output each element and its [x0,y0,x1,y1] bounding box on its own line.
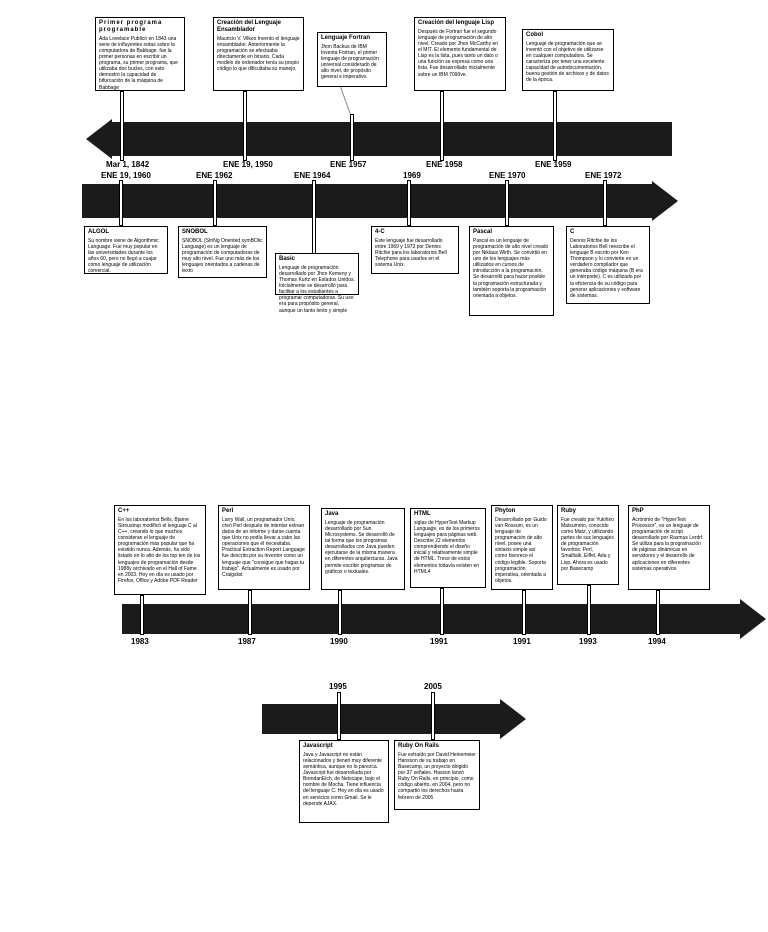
event-text: Fue extraído por David Heinemeier Hansson de su trabajo en Basecamp, un proyecto dirigido por 37 señales. Hasson lanzó Ruby On Rails, en principio, como código abierto, en 2004, pero no compartió los derechos hasta febrero de 2005 [398,751,476,801]
event-text: Jhon Backus de IBM Inventa Fortran, el primer lenguaje de programación universal considerado de alto nivel, de propósito general e imperativo. [321,43,379,81]
date-label: ENE 1957 [330,160,367,169]
event-box-java [321,508,405,590]
event-title: Pascal [473,229,493,235]
timeline1-upper-arrow-head [86,119,112,159]
connector [120,91,124,161]
event-title: Creación del Lenguaje Ensamblador [217,20,282,33]
connector [338,590,342,635]
event-text: Desarrollado por Guido van Rossum, es un lenguaje de programación de alto nivel, posee una sintaxis simple así como favorece el código legible. Soporta programación imperativa, orientada a objetos. [495,516,547,584]
date-label: 1990 [330,637,348,646]
event-box-pascal [469,226,554,316]
event-text: Lenguaje de programación que se inventó con el objetivo de utilizarse en cualquier computadora. Se caracteriza por tener una excelente capacidad de autodocumentación, buena gestión de archivos y de datos de la época. [526,40,609,84]
event-box-fortran [317,32,387,87]
connector [440,588,444,635]
date-label: 2005 [424,682,442,691]
event-text: Este lenguaje fue desarrollado entre 1969 y 1973 por Dennis Ritchie para los laboratorios Bell Telephone para usarlos en el sistema Unix. [375,237,447,269]
event-title: ALGOL [88,229,109,235]
event-box-javascript [299,740,389,823]
timeline1-lower-arrow-body [82,184,652,218]
event-box-c [566,226,650,304]
connector [119,180,123,226]
event-box-cpp [114,505,206,595]
event-text: Java y Javascript no están relacionados y tienen muy diferente semántica, aunque no lo parezca. Javascript fue desarrollada por BrendanEich, de Netscape, bajo el nombre de Mocha. Tiene influencia del lenguaje C. Hoy en día es usado en servicios como Gmail. Se le depende AJAX. [303,751,384,807]
event-box-lisp [414,17,506,91]
date-label: 1993 [579,637,597,646]
date-label: 1995 [329,682,347,691]
event-text: Su nombre viene de Algorithmic Language. Fue muy popular en las universidades durante los años 60, pero no llegó a cuajar como lenguaje de utilización comercial. [88,237,159,275]
connector [243,91,247,161]
event-text: En los laboratorios Bells, Bjarne Stroustrup modificó el lenguaje C al C++, creando lo que muchos consideran el lenguaje de programación más popular que ha existido nunca. Además, ha sido listado en lo alto de los top ten de los lenguajes de programación desde 1988y archivado en el Hall of Fame en 2003. Hoy en día es usado por Firefox, Office y Adobe PDF Reader [118,516,201,584]
connector [440,91,444,161]
event-title: Ruby On Rails [398,743,440,749]
date-label: 1987 [238,637,256,646]
timeline3-arrow-body [262,704,500,734]
event-title: Primer programa programable [99,20,163,33]
event-title: Perl [222,508,234,514]
event-box-basic [275,253,359,314]
event-title: C++ [118,508,130,514]
connector [587,585,591,635]
event-text: Dennis Ritchie de los Laboratorios Bell reescribe el lenguaje B escrito por Ken Thompson y lo convierte en un verdadero compilador que generaba código máquina (B era un intérprete). C es utilizado por la eficiencia de su código para generar aplicaciones y software de sistemas. [570,237,643,299]
event-title: HTML [414,511,431,517]
date-label: 1991 [513,637,531,646]
event-title: Lenguaje Fortran [321,35,371,41]
event-text: Ada Lovelace Publicó en 1843 una serie de influyentes notas sobre la computadora de Babbage. fue la primer personas en escribir un programa, su primer programa, que utilizaba dos bucles, con esto demostró la capacidad de bifurcación de la máquina de Babbage [99,35,178,91]
date-label: 1983 [131,637,149,646]
connector [312,180,316,255]
connector [213,180,217,226]
event-title: Ruby [561,508,576,514]
event-box-primer-programa [95,17,185,91]
event-text: Después de Fortran fue el segundo lenguaje de programación de alto nivel. Creado por Jhon McCarthy en el MIT. El elemento fundamental de Lisp es la lista, pues tanto un dato o una función se expresa como una lista. Fue desarrollado inicialmente sobre un IBM 7090ve. [418,28,499,78]
date-label: Mar 1, 1842 [106,160,150,169]
connector [603,180,607,226]
connector [522,590,526,635]
date-label: ENE 1964 [294,171,331,180]
connector [656,590,660,635]
event-title: Java [325,511,339,517]
event-text: Lenguaje de programación desarrollado por Jhon Kemeny y Thomas Kurtz en Estados Unidos. Inicialmente se desarrolló para facilitar a los estudiantes a programar computadoras. Su uso era para propósito general, aunque un tanto lento y simple [279,264,355,314]
date-label: ENE 1959 [535,160,572,169]
event-text: Acrónimo de "HyperText Processor", es un lenguaje de programación de script desarrollado por Rasmus Lerdrf. Se utiliza para la programación de páginas dinámicas en servidores y el desarrollo de aplicaciones en diferentes sistemas operativos. [632,516,704,572]
event-text: Fue creado por Yukihiro Matsumoto, conocido como Matz, y utilizando partes de sus lenguajes de programación favoritos: Perl, Smalltalk, Eiffel, Ada y Lisp. Ahora es usado por Basecamp [561,516,614,572]
event-title: Basic [279,256,296,262]
date-label: ENE 1970 [489,171,526,180]
timeline1-upper-arrow-body [112,122,672,156]
connector [431,692,435,740]
date-label: ENE 1958 [426,160,463,169]
event-title: 4-C [375,229,385,235]
event-text: Pascal es un lenguaje de programación de alto nivel creado por Niklaus Wirth. Se convirtió en uno de los lenguajes más utilizados en cursos de introducción a la programación. Se desarrolló para hacer posible la programación estructurada y también soporta la programación orientada a objetos. [473,237,549,299]
timeline1-lower-arrow-head [652,181,678,221]
event-text: Larry Wall, un programador Unix, creó Perl después de intentar extraer datos de un informe y darse cuenta que Unix no podía llevar a cabo las operaciones que él necesitaba. Practical Extraction Report Language fue descrito por su inventor como un lenguaje que "consigue que hagas tu trabajo". Actualmente es usado por Craigslist [222,516,305,578]
event-title: Cobol [526,32,543,38]
event-box-php [628,505,710,590]
event-box-4c [371,226,459,274]
connector [337,692,341,740]
connector [140,595,144,635]
event-box-phyton [491,505,553,590]
timeline2-arrow-body [122,604,740,634]
event-title: Phyton [495,508,516,514]
timeline2-arrow-head [740,599,766,639]
connector-line [340,87,351,116]
event-box-algol [84,226,168,274]
connector [553,91,557,161]
date-label: 1969 [403,171,421,180]
event-box-perl [218,505,310,590]
date-label: ENE 19, 1960 [101,171,151,180]
event-box-cobol [522,29,614,91]
event-box-html [410,508,486,588]
event-box-ensamblador [213,17,304,91]
event-title: PhP [632,508,644,514]
connector [505,180,509,226]
date-label: ENE 1962 [196,171,233,180]
event-box-snobol [178,226,267,278]
connector [407,180,411,226]
event-text: Mauricio V. Vilkes Invento el lenguaje ensamblador. Anteriormente la programación se efectuaba directamente en binario. Cada modelo de ordenador tenía su propio código lo que dificultaba su manejo. [217,35,300,73]
event-title: SNOBOL [182,229,208,235]
event-text: SNOBOL (StriNg Oriented symBOlic Language) es un lenguaje de programación de computadoras de muy alto nivel. Fue uno más de los lenguajes orientados a cadenas de texto [182,237,263,275]
event-text: Lenguaje de programación desarrollado por Sun Microsystems. Se desarrolló de tal forma que los programas desarrollados con Java pueden ejecutarse de la misma manera en diferentes arquitecturas. Java permite escribir programas de gráficos o textuales. [325,519,398,575]
event-title: Creación del lenguaje Lisp [418,20,495,26]
event-title: C [570,229,575,235]
event-text: siglas de HyperText Markup Language, es de los primeros lenguajes para páginas web. Describe 22 elementos comprendiendo el diseño inicial y relativamente simple de HTML. Trece de estos elementos todavía existen en HTML4 [414,519,480,575]
timeline3-arrow-head [500,699,526,739]
event-box-ruby [557,505,619,585]
event-title: Javascript [303,743,333,749]
date-label: 1991 [430,637,448,646]
event-box-ruby-on-rails [394,740,480,810]
connector [248,590,252,635]
date-label: ENE 1972 [585,171,622,180]
connector [350,114,354,161]
date-label: ENE 19, 1950 [223,160,273,169]
date-label: 1994 [648,637,666,646]
